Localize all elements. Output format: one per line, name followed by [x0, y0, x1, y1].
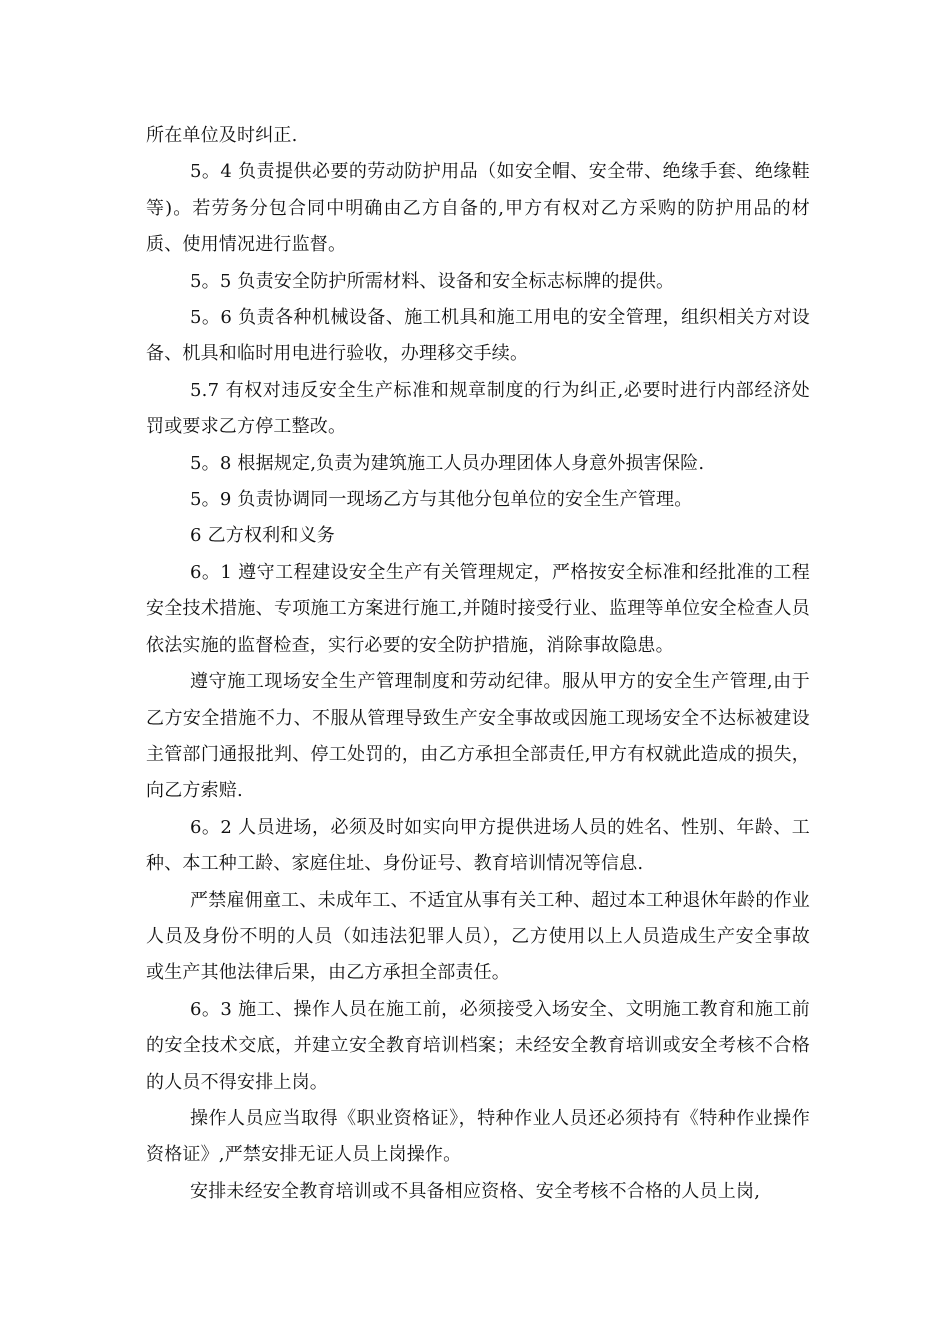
document-body — [146, 118, 810, 1210]
paragraph: 操作人员应当取得《职业资格证》，特种作业人员还必须持有《特种作业操作资格证》,严禁安排无证人员上岗操作。 — [146, 1107, 810, 1166]
paragraph: 5.7 有权对违反安全生产标准和规章制度的行为纠正,必要时进行内部经济处罚或要求乙方停工整改。 — [146, 379, 810, 438]
paragraph: 安排未经安全教育培训或不具备相应资格、安全考核不合格的人员上岗, — [190, 1180, 761, 1202]
paragraph: 所在单位及时纠正. — [146, 125, 298, 146]
section-heading: 6 乙方权利和义务 — [190, 525, 335, 547]
paragraph: 5。6 负责各种机械设备、施工机具和施工用电的安全管理，组织相关方对设备、机具和临时用电进行验收，办理移交手续。 — [146, 307, 810, 365]
paragraph: 5。9 负责协调同一现场乙方与其他分包单位的安全生产管理。 — [190, 489, 693, 511]
paragraph: 严禁雇佣童工、未成年工、不适宜从事有关工种、超过本工种退休年龄的作业人员及身份不明的人员（如违法犯罪人员），乙方使用以上人员造成生产安全事故或生产其他法律后果，由乙方承担全部责任。 — [146, 889, 810, 984]
paragraph: 遵守施工现场安全生产管理制度和劳动纪律。服从甲方的安全生产管理,由于乙方安全措施不力、不服从管理导致生产安全事故或因施工现场安全不达标被建设主管部门通报批判、停工处罚的，由乙方承担全部责任,甲方有权就此造成的损失，向乙方索赔. — [146, 671, 810, 802]
paragraph: 5。5 负责安全防护所需材料、设备和安全标志标牌的提供。 — [190, 270, 675, 292]
paragraph: 6。3 施工、操作人员在施工前，必须接受入场安全、文明施工教育和施工前的安全技术交底，并建立安全教育培训档案；未经安全教育培训或安全考核不合格的人员不得安排上岗。 — [146, 998, 810, 1093]
paragraph: 6。1 遵守工程建设安全生产有关管理规定，严格按安全标准和经批准的工程安全技术措施、专项施工方案进行施工,并随时接受行业、监理等单位安全检查人员依法实施的监督检查，实行必要的安全防护措施，消除事故隐患。 — [146, 561, 810, 656]
paragraph: 5。8 根据规定,负责为建筑施工人员办理团体人身意外损害保险. — [190, 452, 705, 474]
paragraph: 5。4 负责提供必要的劳动防护用品（如安全帽、安全带、绝缘手套、绝缘鞋等)。若劳务分包合同中明确由乙方自备的,甲方有权对乙方采购的防护用品的材质、使用情况进行监督。 — [146, 161, 810, 256]
paragraph: 6。2 人员进场，必须及时如实向甲方提供进场人员的姓名、性别、年龄、工种、本工种工龄、家庭住址、身份证号、教育培训情况等信息. — [146, 816, 810, 875]
